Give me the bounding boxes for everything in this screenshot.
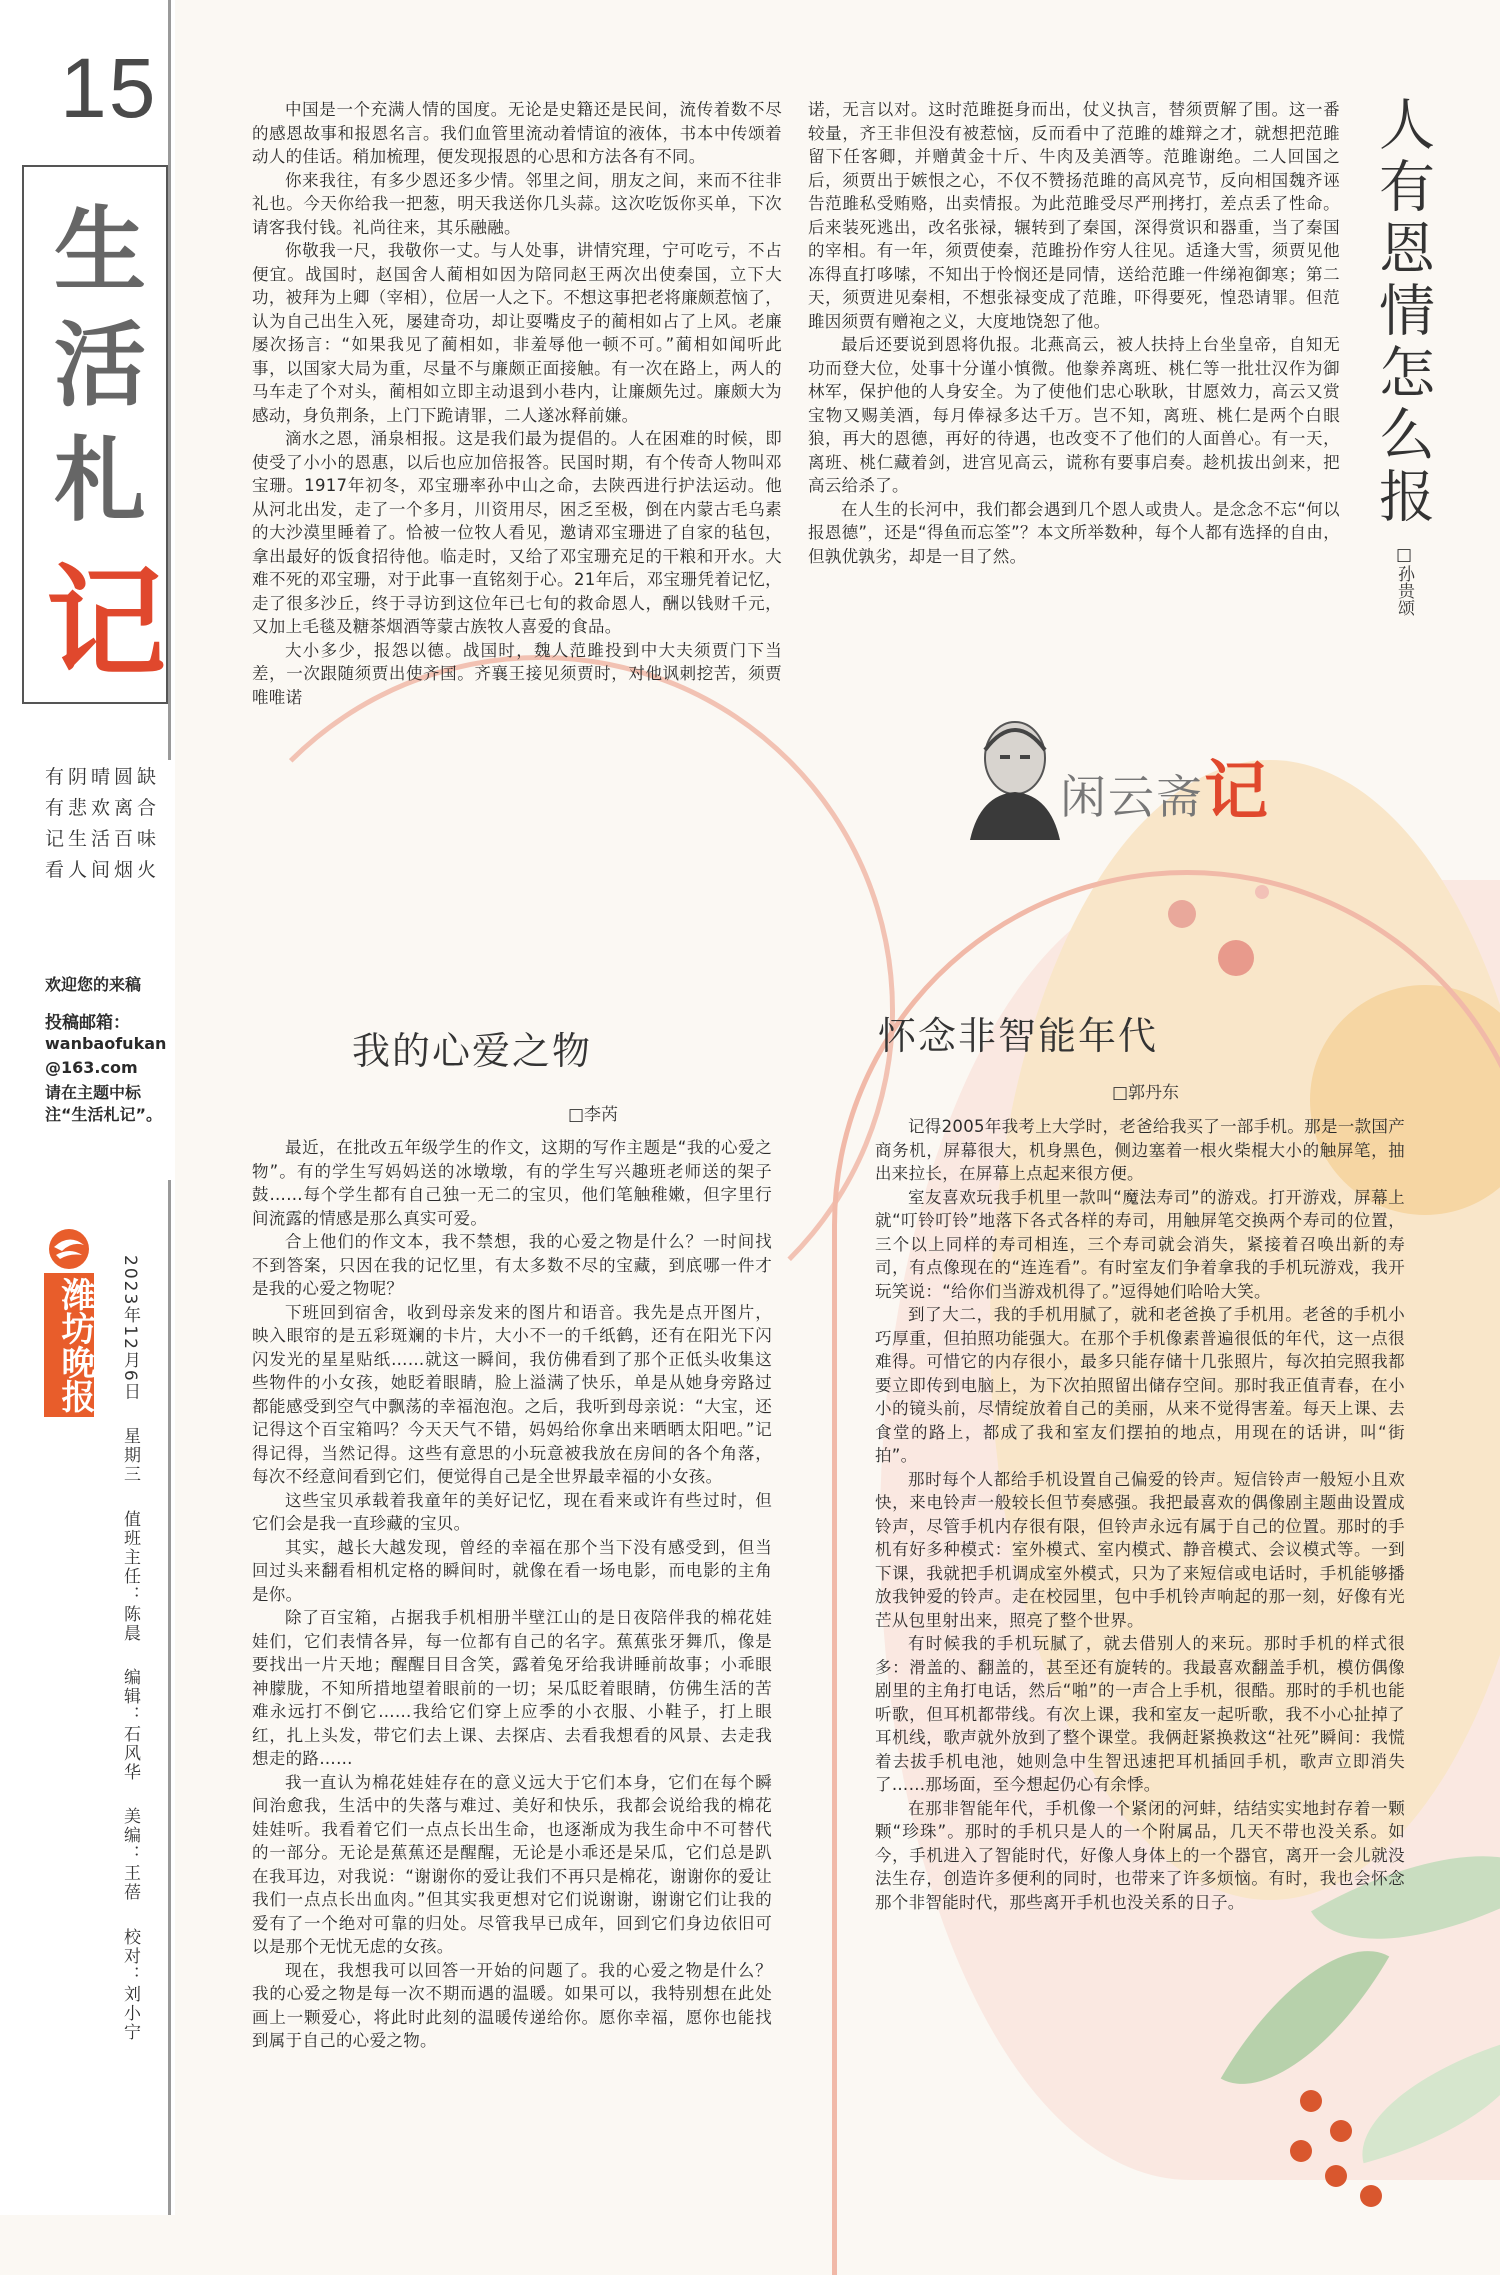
sidebar-verse: 记生活百味: [45, 828, 161, 850]
proofreader: 校对：刘小宁: [120, 1927, 140, 2042]
column-label-text: 闲云斋: [1060, 770, 1204, 824]
paragraph: 室友喜欢玩我手机里一款叫“魔法寿司”的游戏。打开游戏，屏幕上就“叮铃叮铃”地落下各式各样的寿司，用触屏笔交换两个寿司的位置，三个以上同样的寿司相连，三个寿司就会消失，紧接着召唤出新的寿司，有点像现在的“连连看”。有时室友们争着拿我的手机玩游戏，我开玩笑说：“给你们当游戏机得了。”逗得她们哈哈大笑。: [875, 1187, 1405, 1301]
logo-icon: [40, 1225, 98, 1273]
paragraph: 现在，我想我可以回答一开始的问题了。我的心爱之物是什么？我的心爱之物是每一次不期而遇的温暖。如果可以，我特别想在此处画上一颗爱心，将此时此刻的温暖传递给你。愿你幸福，愿你也能找到属于自己的心爱之物。: [252, 1960, 772, 2050]
paragraph: 合上他们的作文本，我不禁想，我的心爱之物是什么？一时间找不到答案，只因在我的记忆里，有太多数不尽的宝藏，到底哪一件才是我的心爱之物呢？: [252, 1232, 772, 1298]
column-title-char: 生: [54, 196, 147, 304]
paragraph: 诺，无言以对。这时范雎挺身而出，仗义执言，替须贾解了围。这一番较量，齐王非但没有被惹恼，反而看中了范雎的雄辩之才，就想把范雎留下任客卿，并赠黄金十斤、牛肉及美酒等。范雎谢绝。二人回国之后，须贾出于嫉恨之心，不仅不赞扬范雎的高风亮节，反向相国魏齐诬告范雎私受贿赂，出卖情报。为此范雎受尽严刑拷打，差点丢了性命。后来装死逃出，改名张禄，辗转到了秦国，深得赏识和器重，当了秦国的宰相。有一年，须贾使秦，范雎扮作穷人往见。适逢大雪，须贾见他冻得直打哆嗦，不知出于怜悯还是同情，送给范雎一件绨袍御寒；第二天，须贾进见秦相，不想张禄变成了范雎，吓得要死，惶恐请罪。但范雎因须贾有赠袍之义，大度地饶恕了他。: [808, 100, 1340, 331]
editor: 编辑：石风华: [120, 1667, 140, 1782]
welcome-text: 欢迎您的来稿: [45, 975, 142, 994]
article2-title: 我的心爱之物: [352, 1029, 593, 1073]
paragraph: 你来我往，有多少恩还多少情。邻里之间，朋友之间，来而不往非礼也。今天你给我一把葱，明天我送你几头蒜。这次吃饭你买单，下次请客我付钱。礼尚往来，其乐融融。: [252, 170, 782, 237]
decor-berry: [1360, 2185, 1382, 2207]
column-title-char: 活: [54, 311, 147, 419]
sidebar-divider: [168, 1180, 171, 2215]
logo-name: 潍坊晚报: [44, 1273, 94, 1417]
sidebar-verse: 有阴晴圆缺: [45, 766, 161, 788]
paragraph: 在人生的长河中，我们都会遇到几个恩人或贵人。是念念不忘“何以报恩德”，还是“得鱼而忘筌”？本文所举数种，每个人都有选择的自由，但孰优孰劣，却是一目了然。: [808, 499, 1340, 566]
sidebar-divider: [168, 0, 171, 760]
article3-body: [875, 1115, 1405, 2150]
article3-title: 怀念非智能年代: [878, 1014, 1159, 1058]
newspaper-logo: [40, 1225, 98, 1420]
art-editor: 美编：王蓓: [120, 1807, 140, 1903]
issue-metadata: [118, 1255, 142, 2115]
article2-author: □李芮: [568, 1105, 619, 1125]
decor-dot: [1255, 885, 1269, 899]
paragraph: 下班回到宿舍，收到母亲发来的图片和语音。我先是点开图片，映入眼帘的是五彩斑斓的卡片，大小不一的千纸鹤，还有在阳光下闪闪发光的星星贴纸……就这一瞬间，我仿佛看到了那个正低头收集这些物件的小女孩，她眨着眼睛，脸上溢满了快乐，单是从她身旁路过都能感受到空气中飘荡的幸福泡泡。之后，我听到母亲说：“大宝，还记得这个百宝箱吗？今天天气不错，妈妈给你拿出来晒晒太阳吧。”记得记得，当然记得。这些有意思的小玩意被我放在房间的各个角落，每次不经意间看到它们，便觉得自己是全世界最幸福的小女孩。: [252, 1302, 772, 1486]
page-number: 15: [60, 41, 158, 135]
paragraph: 滴水之恩，涌泉相报。这是我们最为提倡的。人在困难的时候，即使受了小小的恩惠，以后也应加倍报答。民国时期，有个传奇人物叫邓宝珊。1917年初冬，邓宝珊率孙中山之命，去陕西进行护法运动。他从河北出发，走了一个多月，川资用尽，困乏至极，倒在内蒙古毛乌素的大沙漠里睡着了。恰被一位牧人看见，邀请邓宝珊进了自家的毡包，拿出最好的饭食招待他。临走时，又给了邓宝珊充足的干粮和开水。大难不死的邓宝珊，对于此事一直铭刻于心。21年后，邓宝珊凭着记忆，走了很多沙丘，终于寻访到这位年已七旬的救命恩人，酬以钱财千元，又加上毛毯及糖茶烟酒等蒙古族牧人喜爱的食品。: [252, 429, 782, 636]
author-portrait: [960, 710, 1070, 840]
paragraph: 那时每个人都给手机设置自己偏爱的铃声。短信铃声一般短小且欢快，来电铃声一般较长但节奏感强。我把最喜欢的偶像剧主题曲设置成铃声，尽管手机内存很有限，但铃声永远有属于自己的位置。那时的手机有好多种模式：室外模式、室内模式、静音模式、会议模式等。一到下课，我就把手机调成室外模式，只为了来短信或电话时，手机能够播放我钟爱的铃声。走在校园里，包中手机铃声响起的那一刻，好像有光芒从包里射出来，照亮了整个世界。: [875, 1469, 1405, 1630]
paragraph: 你敬我一尺，我敬你一丈。与人处事，讲情究理，宁可吃亏，不占便宜。战国时，赵国舍人蔺相如因为陪同赵王两次出使秦国，立下大功，被拜为上卿（宰相），位居一人之下。不想这事把老将廉颇惹恼了，认为自己出生入死，屡建奇功，却让耍嘴皮子的蔺相如占了上风。老廉屡次扬言：“如果我见了蔺相如，非羞辱他一顿不可。”蔺相如闻听此事，以国家大局为重，尽量不与廉颇正面接触。有一次在路上，两人的马车走了个对头，蔺相如立即主动退到小巷内，让廉颇先过。廉颇大为感动，身负荆条，上门下跪请罪，二人遂冰释前嫌。: [252, 241, 782, 425]
article3-author: □郭丹东: [1112, 1083, 1180, 1103]
article1-title: 人有恩情怎么报: [1370, 95, 1435, 529]
column-label-accent: 记: [1204, 754, 1270, 829]
submit-label: 投稿邮箱：: [45, 1013, 130, 1033]
article1-author: □孙贵颂: [1394, 545, 1414, 616]
sidebar-verse: 看人间烟火: [45, 859, 161, 881]
article1-column-1: [252, 98, 782, 858]
column-label: [1060, 740, 1270, 832]
paragraph: 这些宝贝承载着我童年的美好记忆，现在看来或许有些过时，但它们会是我一直珍藏的宝贝。: [252, 1490, 772, 1533]
decor-berry: [1325, 2165, 1347, 2187]
paragraph: 记得2005年我考上大学时，老爸给我买了一部手机。那是一款国产商务机，屏幕很大，机身黑色，侧边塞着一根火柴棍大小的触屏笔，抽出来拉长，在屏幕上点起来很方便。: [875, 1117, 1405, 1183]
decor-dot: [1218, 940, 1254, 976]
issue-date: 2023年12月6日: [120, 1255, 140, 1402]
article2-body: [252, 1136, 772, 2206]
article1-column-2: [808, 98, 1340, 658]
column-title-box: [22, 165, 168, 704]
sidebar-verse: 有悲欢离合: [45, 797, 161, 819]
paragraph: 除了百宝箱，占据我手机相册半壁江山的是日夜陪伴我的棉花娃娃们，它们表情各异，每一位都有自己的名字。蕉蕉张牙舞爪，像是要找出一片天地；醒醒目目含笑，露着兔牙给我讲睡前故事；小乖眼神朦胧，不知所措地望着眼前的一切；呆瓜眨着眼睛，仿佛生活的苦难永远打不倒它……我给它们穿上应季的小衣服、小鞋子，打上眼红，扎上头发，带它们去上课、去探店、去看我想看的风景、去走我想走的路……: [252, 1608, 772, 1768]
column-title-char: 记: [46, 552, 166, 693]
paragraph: 中国是一个充满人情的国度。无论是史籍还是民间，流传着数不尽的感恩故事和报恩名言。我们血管里流动着情谊的液体，书本中传颂着动人的佳话。稍加梳理，便发现报恩的心思和方法各有不同。: [252, 100, 782, 166]
editor-on-duty: 值班主任：陈晨: [120, 1509, 140, 1643]
paragraph: 其实，越长大越发现，曾经的幸福在那个当下没有感受到，但当回过头来翻看相机定格的瞬间时，就像在看一场电影，而电影的主角是你。: [252, 1537, 772, 1604]
paragraph: 到了大二，我的手机用腻了，就和老爸换了手机用。老爸的手机小巧厚重，但拍照功能强大。在那个手机像素普遍很低的年代，这一点很难得。可惜它的内存很小，最多只能存储十几张照片，每次拍完照我都要立即传到电脑上，为下次拍照留出储存空间。那时我正值青春，在小小的镜头前，尽情绽放着自己的美丽，从来不觉得害羞。每天上课、去食堂的路上，都成了我和室友们摆拍的地点，用现在的话讲，叫“街拍”。: [875, 1305, 1405, 1465]
paragraph: 在那非智能年代，手机像一个紧闭的河蚌，结结实实地封存着一颗颗“珍珠”。那时的手机只是人的一个附属品，几天不带也没关系。如今，手机进入了智能时代，好像人身体上的一个器官，离开一会儿就没法生存，创造许多便利的同时，也带来了许多烦恼。有时，我也会怀念那个非智能时代，那些离开手机也没关系的日子。: [875, 1798, 1405, 1912]
submit-note: 请在主题中标注“生活札记”。: [45, 1083, 163, 1124]
issue-weekday: 星期三: [120, 1427, 140, 1485]
decor-dot: [1168, 900, 1196, 928]
paragraph: 大小多少，报怨以德。战国时，魏人范雎投到中大夫须贾门下当差，一次跟随须贾出使齐国。齐襄王接见须贾时，对他讽刺挖苦，须贾唯唯诺: [252, 640, 782, 707]
paragraph: 最近，在批改五年级学生的作文，这期的写作主题是“我的心爱之物”。有的学生写妈妈送的冰墩墩，有的学生写兴趣班老师送的架子鼓……每个学生都有自己独一无二的宝贝，他们笔触稚嫩，但字里行间流露的情感是那么真实可爱。: [252, 1138, 772, 1228]
paragraph: 我一直认为棉花娃娃存在的意义远大于它们本身，它们在每个瞬间治愈我，生活中的失落与难过、美好和快乐，我都会说给我的棉花娃娃听。我看着它们一点点长出生命，也逐渐成为我生命中不可替代的一部分。无论是蕉蕉还是醒醒，无论是小乖还是呆瓜，它们总是趴在我耳边，对我说：“谢谢你的爱让我们不再只是棉花，谢谢你的爱让我们一点点长出血肉。”但其实我更想对它们说谢谢，谢谢它们让我的爱有了一个绝对可靠的归处。尽管我早已成年，回到它们身边依旧可以是那个无忧无虑的女孩。: [252, 1772, 772, 1956]
paragraph: 最后还要说到恩将仇报。北燕高云，被人扶持上台坐皇帝，自知无功而登大位，处事十分谨小慎微。他豢养离班、桃仁等一批壮汉作为御林军，保护他的人身安全。为了使他们忠心耿耿，甘愿效力，高云又赏宝物又赐美酒，每月俸禄多达千万。岂不知，离班、桃仁是两个白眼狼，再大的恩德，再好的待遇，也改变不了他们的人面兽心。有一天，离班、桃仁藏着剑，进宫见高云，谎称有要事启奏。趁机拔出剑来，把高云给杀了。: [808, 335, 1340, 495]
submit-email-link[interactable]: wanbaofukan@163.com: [45, 1034, 167, 1077]
paragraph: 有时候我的手机玩腻了，就去借别人的来玩。那时手机的样式很多：滑盖的、翻盖的，甚至还有旋转的。我最喜欢翻盖手机，模仿偶像剧里的主角打电话，然后“啪”的一声合上手机，很酷。那时的手机也能听歌，但耳机都带线。有次上课，我和室友一起听歌，我不小心扯掉了耳机线，歌声就外放到了整个课堂。我俩赶紧换救这“社死”瞬间：我慌着去拔手机电池，她则急中生智迅速把耳机插回手机，歌声立即消失了……那场面，至今想起仍心有余悸。: [875, 1634, 1405, 1794]
column-title-char: 札: [54, 426, 147, 534]
